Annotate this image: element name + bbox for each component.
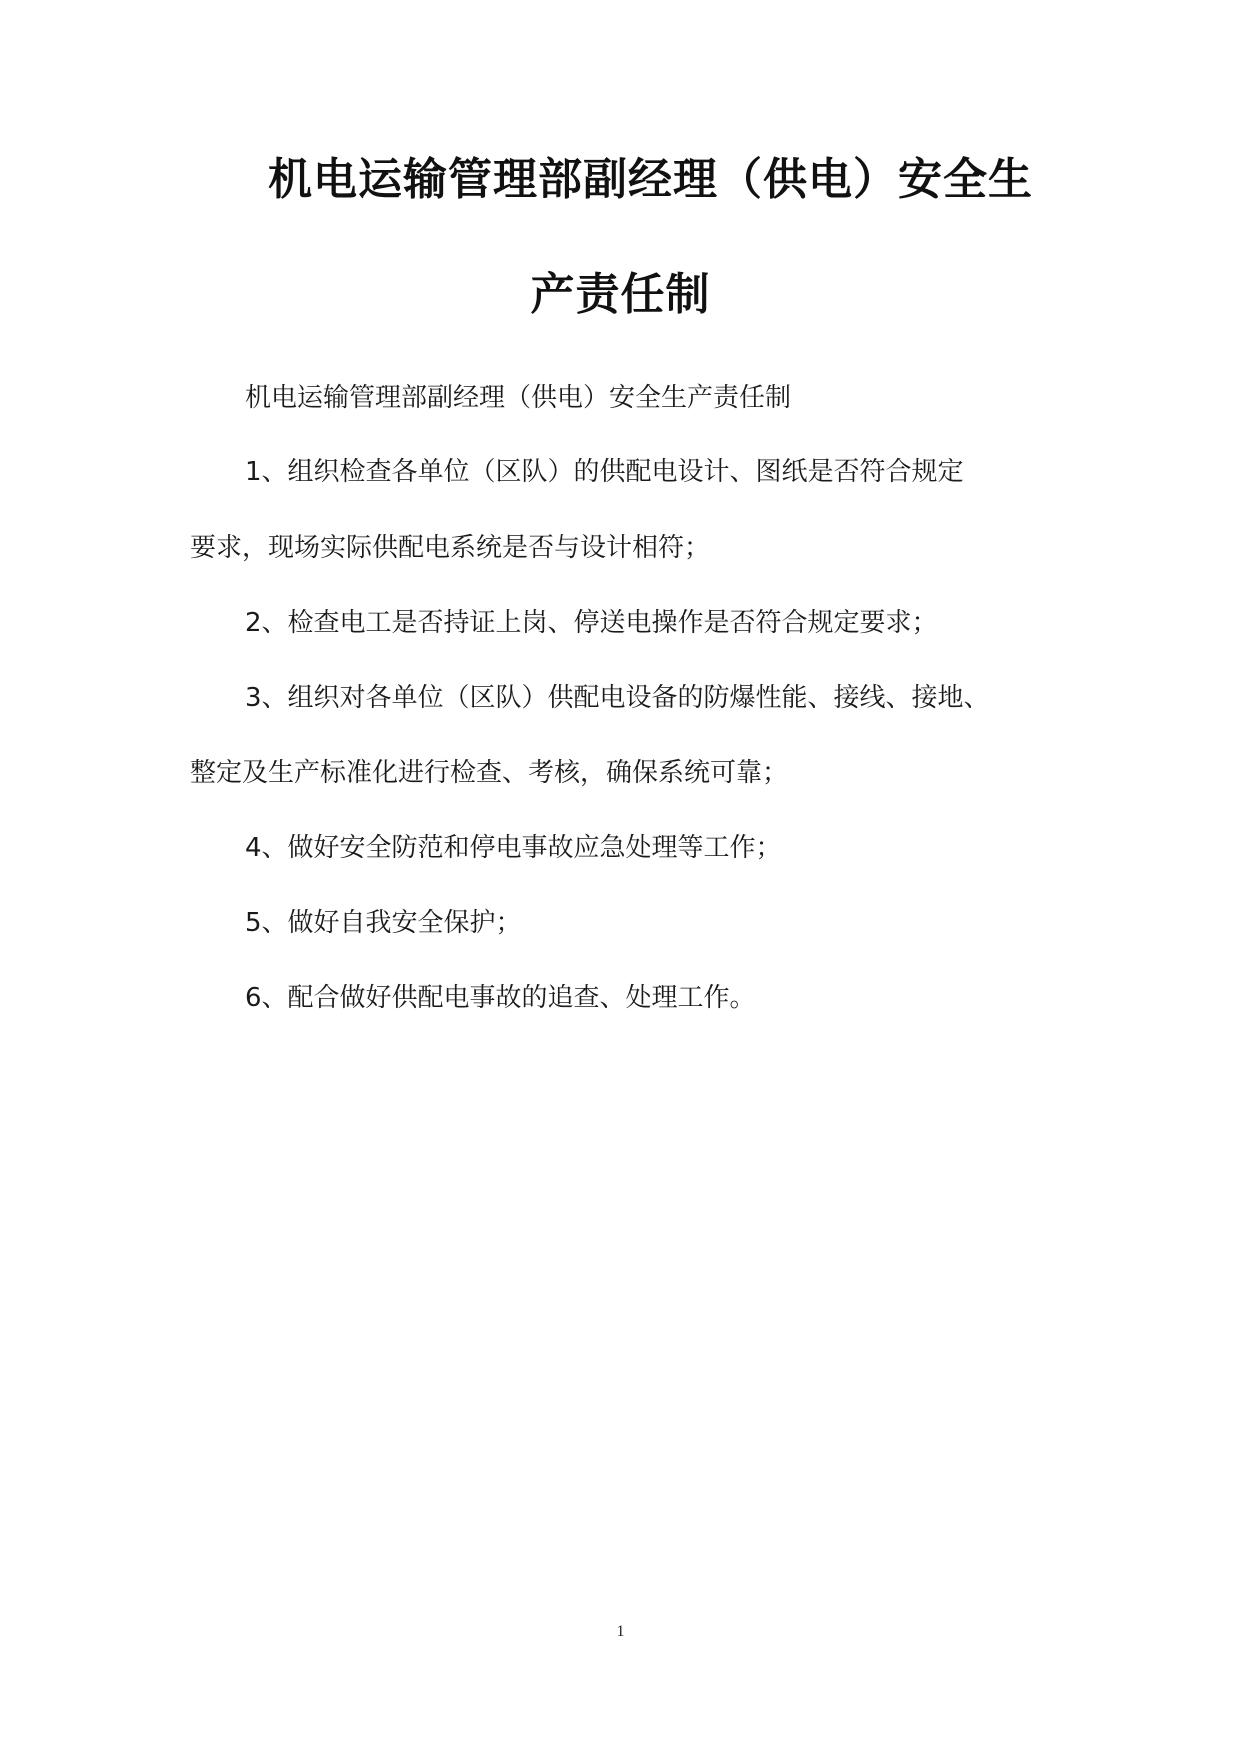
item-6: 6、配合做好供配电事故的追查、处理工作。	[245, 983, 756, 1013]
document-title-line-2: 产责任制	[530, 269, 711, 320]
item-3-line-1: 3、组织对各单位（区队）供配电设备的防爆性能、接线、接地、	[245, 683, 990, 713]
item-5: 5、做好自我安全保护；	[245, 908, 522, 938]
item-1-line-2: 要求，现场实际供配电系统是否与设计相符；	[190, 533, 711, 563]
item-2: 2、检查电工是否持证上岗、停送电操作是否符合规定要求；	[245, 608, 938, 638]
item-3-line-2: 整定及生产标准化进行检查、考核，确保系统可靠；	[190, 758, 789, 788]
page-number: 1	[616, 1623, 625, 1640]
document-title-line-1: 机电运输管理部副经理（供电）安全生	[268, 154, 1033, 205]
intro-paragraph: 机电运输管理部副经理（供电）安全生产责任制	[245, 383, 792, 413]
item-4: 4、做好安全防范和停电事故应急处理等工作；	[245, 833, 782, 863]
item-1-line-1: 1、组织检查各单位（区队）的供配电设计、图纸是否符合规定	[245, 457, 964, 487]
